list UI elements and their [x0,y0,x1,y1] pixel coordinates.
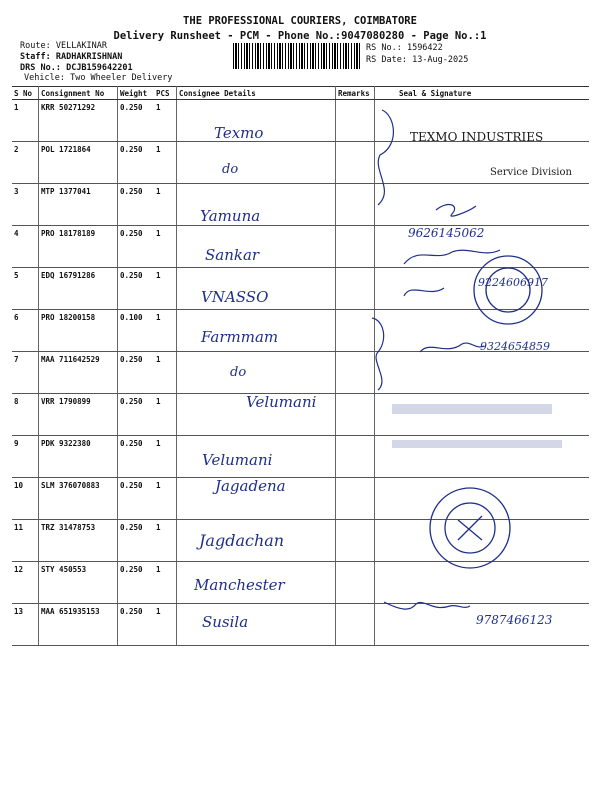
row-weight: 0.250 [118,562,155,604]
row-sno: 1 [12,100,39,142]
row-sno: 7 [12,352,39,394]
handwriting-phone-3: 9324654859 [480,340,550,353]
col-remarks: Remarks [336,87,375,100]
signature-row-13 [384,602,470,609]
handwriting-do: do [222,162,239,177]
staff-line: Staff: RADHAKRISHNAN [20,52,123,62]
signature-row-4 [404,250,500,264]
signature-row-5 [404,288,444,296]
handwriting-phone-2: 9224606917 [478,276,548,289]
row-sno: 3 [12,184,39,226]
row-sno: 9 [12,436,39,478]
row-weight: 0.250 [118,226,155,268]
signature-row-7 [420,343,484,352]
row-pcs: 1 [154,352,177,394]
row-consignment-no: TRZ 31478753 [39,520,118,562]
col-weight: Weight [118,87,155,100]
row-weight: 0.100 [118,310,155,352]
signature-row-3 [436,204,476,216]
col-consignee: Consignee Details [177,87,336,100]
row-weight: 0.250 [118,478,155,520]
handwriting-vnasso: VNASSO [201,288,269,306]
row-pcs: 1 [154,478,177,520]
row-consignment-no: PDK 9322380 [39,436,118,478]
row-pcs: 1 [154,100,177,142]
handwriting-do-2: do [230,365,247,380]
handwriting-manchester: Manchester [194,576,285,594]
col-seal: Seal & Signature [375,87,590,100]
row-pcs: 1 [154,394,177,436]
row-pcs: 1 [154,520,177,562]
handwriting-texmo: Texmo [214,124,264,142]
row-consignment-no: VRR 1790899 [39,394,118,436]
row-weight: 0.250 [118,184,155,226]
handwriting-susila: Susila [202,613,249,631]
row-weight: 0.250 [118,394,155,436]
bracket-signature-1 [378,110,393,205]
row-weight: 0.250 [118,436,155,478]
row-pcs: 1 [154,436,177,478]
col-pcs: PCS [154,87,177,100]
col-sno: S No [12,87,39,100]
faded-stamp-row-8 [392,404,562,448]
vna-round-stamp [474,256,542,324]
col-consignment: Consignment No [39,87,118,100]
row-weight: 0.250 [118,520,155,562]
rs-date-line: RS Date: 13-Aug-2025 [366,55,469,65]
row-pcs: 1 [154,604,177,646]
row-weight: 0.250 [118,604,155,646]
row-consignment-no: POL 1721864 [39,142,118,184]
handwriting-jagdachan: Jagdachan [199,531,285,550]
row-pcs: 1 [154,268,177,310]
rs-no-line: RS No.: 1596422 [366,43,443,53]
handwriting-sankar: Sankar [205,246,260,264]
row-sno: 12 [12,562,39,604]
handwriting-farmmam: Farmmam [201,328,279,346]
row-consignment-no: MTP 1377041 [39,184,118,226]
row-pcs: 1 [154,310,177,352]
row-weight: 0.250 [118,142,155,184]
row-sno: 11 [12,520,39,562]
row-sno: 2 [12,142,39,184]
runsheet-subtitle: Delivery Runsheet - PCM - Phone No.:9047080280 - Page No.:1 [113,30,487,42]
row-pcs: 1 [154,142,177,184]
route-line: Route: VELLAKINAR [20,41,108,51]
row-consignment-no: PRO 18200158 [39,310,118,352]
row-pcs: 1 [154,184,177,226]
handwriting-velumani: Velumani [246,393,317,411]
vna-stamp-circle [474,256,542,324]
texmo-stamp: TEXMO INDUSTRIES [410,130,544,144]
row-sno: 10 [12,478,39,520]
row-consignment-no: MAA 711642529 [39,352,118,394]
jagadamba-round-stamp [430,488,510,568]
vehicle-line: Vehicle: Two Wheeler Delivery [24,73,173,83]
row-consignment-no: MAA 651935153 [39,604,118,646]
row-consignment-no: KRR 50271292 [39,100,118,142]
row-pcs: 1 [154,562,177,604]
row-sno: 13 [12,604,39,646]
service-division-stamp: Service Division [490,167,572,178]
drs-line: DRS No.: DCJB159642201 [20,63,133,73]
row-consignment-no: SLM 376070883 [39,478,118,520]
row-sno: 4 [12,226,39,268]
row-sno: 6 [12,310,39,352]
handwriting-velumani-2: Velumani [202,451,273,469]
bracket-signature-2 [372,318,384,390]
row-weight: 0.250 [118,268,155,310]
row-weight: 0.250 [118,100,155,142]
row-consignment-no: STY 450553 [39,562,118,604]
row-consignment-no: EDQ 16791286 [39,268,118,310]
handwriting-phone-4: 9787466123 [476,613,553,627]
handwriting-yamuna: Yamuna [200,207,261,225]
row-weight: 0.250 [118,352,155,394]
handwriting-jagadena: Jagadena [215,477,286,495]
row-pcs: 1 [154,226,177,268]
row-consignment-no: PRO 18178189 [39,226,118,268]
handwriting-phone-1: 9626145062 [408,226,485,240]
row-sno: 5 [12,268,39,310]
row-sno: 8 [12,394,39,436]
company-title: THE PROFESSIONAL COURIERS, COIMBATORE [183,15,417,27]
